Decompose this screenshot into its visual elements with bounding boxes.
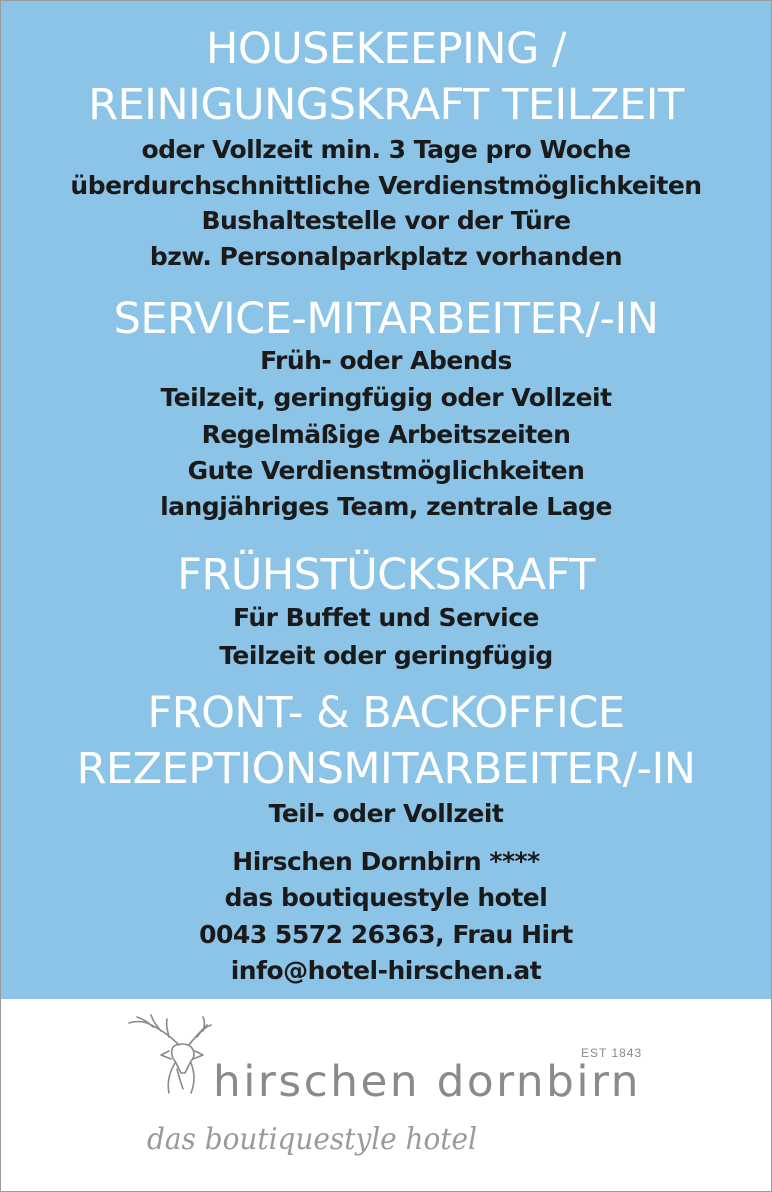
housekeeping-detail: Bushaltestelle vor der Türe [201, 206, 571, 235]
service-detail: Teilzeit, geringfügig oder Vollzeit [160, 383, 612, 412]
contact-hotel-name: Hirschen Dornbirn **** [232, 847, 540, 876]
heading-frontoffice-line-2: REZEPTIONSMITARBEITER/-IN [76, 744, 696, 794]
fruehstueck-detail: Teilzeit oder geringfügig [219, 641, 553, 670]
fruehstueck-detail: Für Buffet und Service [232, 603, 539, 632]
heading-housekeeping-line-2: REINIGUNGSKRAFT TEILZEIT [88, 80, 684, 130]
stag-head-icon [129, 1015, 211, 1093]
hotel-logo [1, 999, 771, 1192]
contact-phone: 0043 5572 26363, Frau Hirt [199, 920, 573, 949]
contact-hotel-type: das boutiquestyle hotel [224, 883, 548, 912]
service-detail: Früh- oder Abends [260, 346, 512, 375]
logo-graphic [1, 999, 772, 1192]
heading-service: SERVICE-MITARBEITER/-IN [113, 294, 659, 344]
housekeeping-detail: oder Vollzeit min. 3 Tage pro Woche [141, 135, 631, 164]
logo-name: hirschen dornbirn [213, 1057, 641, 1107]
housekeeping-detail: überdurchschnittliche Verdienstmöglichkeiten [70, 171, 702, 200]
heading-fruehstueck: FRÜHSTÜCKSKRAFT [177, 550, 595, 600]
heading-frontoffice-line-1: FRONT- & BACKOFFICE [147, 688, 625, 738]
logo-tagline: das boutiquestyle hotel [147, 1122, 477, 1157]
housekeeping-detail: bzw. Personalparkplatz vorhanden [149, 242, 623, 271]
heading-housekeeping-line-1: HOUSEKEEPING / [206, 24, 566, 74]
service-detail: Regelmäßige Arbeitszeiten [201, 420, 571, 449]
service-detail: langjähriges Team, zentrale Lage [160, 492, 612, 521]
contact-email: info@hotel-hirschen.at [230, 956, 542, 985]
logo-est: EST 1843 [581, 1046, 643, 1060]
service-detail: Gute Verdienstmöglichkeiten [187, 456, 585, 485]
blue-panel [1, 1, 771, 999]
frontoffice-detail: Teil- oder Vollzeit [268, 799, 504, 828]
